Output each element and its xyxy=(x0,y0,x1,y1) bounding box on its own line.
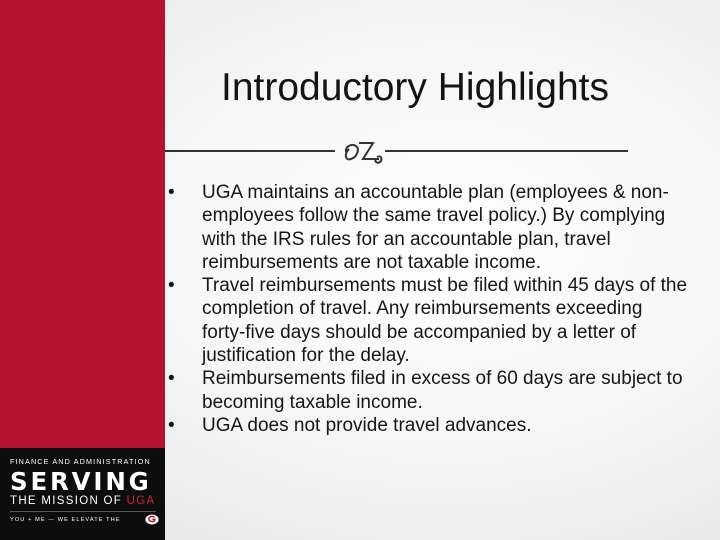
bullet-item xyxy=(168,181,688,274)
bullet-item xyxy=(168,274,688,367)
serving-headline: SERVING xyxy=(10,467,152,496)
bullet-marker: • xyxy=(168,182,175,203)
bullet-text: Reimbursements filed in excess of 60 days are subject to becoming taxable income. xyxy=(202,368,683,413)
bullet-item xyxy=(168,414,688,437)
uga-g-logo-icon xyxy=(145,514,159,525)
mission-prefix: THE MISSION OF xyxy=(10,495,127,507)
bullet-item xyxy=(168,367,688,414)
mission-line xyxy=(10,495,155,507)
title-divider-left xyxy=(165,150,335,152)
bullet-marker: • xyxy=(168,275,175,297)
scroll-ornament-icon xyxy=(337,137,385,165)
tagline: YOU + ME — WE ELEVATE THE xyxy=(10,517,121,523)
bullet-text: Travel reimbursements must be filed within 45 days of the completion of travel. Any reimbursements exceeding forty-five days should be accompanied by a letter of justification for the delay. xyxy=(202,275,688,367)
footer-divider xyxy=(10,511,156,512)
mission-accent: UGA xyxy=(126,495,156,507)
bullet-text: UGA maintains an accountable plan (employees & non-employees follow the same travel policy.) By complying with the IRS rules for an accountable plan, travel reimbursements are not taxable income. xyxy=(202,182,669,273)
title-divider-right xyxy=(385,150,628,152)
brand-footer xyxy=(0,448,165,540)
bullet-text: UGA does not provide travel advances. xyxy=(202,414,532,436)
bullet-list xyxy=(168,181,688,437)
bullet-marker: • xyxy=(168,414,175,436)
slide-title: Introductory Highlights xyxy=(220,66,610,109)
org-name: FINANCE AND ADMINISTRATION xyxy=(10,457,151,466)
bullet-marker: • xyxy=(168,368,175,390)
